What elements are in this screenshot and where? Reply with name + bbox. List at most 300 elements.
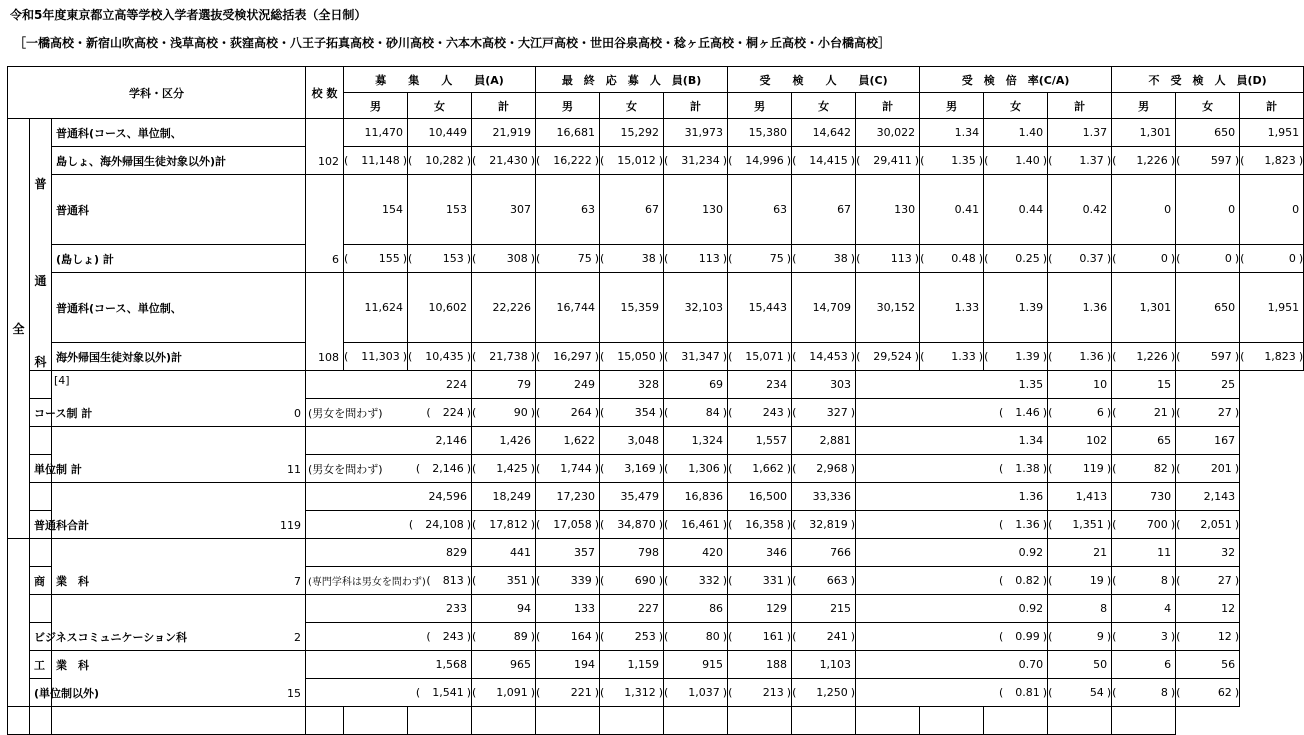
paren-wrap	[792, 686, 855, 699]
value-cell-prev	[1048, 245, 1112, 273]
value-cell: 15,359	[600, 273, 664, 343]
value-cell: 249	[536, 371, 600, 399]
value-cell-prev	[792, 245, 856, 273]
paren-wrap	[600, 686, 663, 699]
paren-wrap	[1048, 686, 1111, 699]
value-cell: 650	[1176, 273, 1240, 343]
value-cell: 10,602	[408, 273, 472, 343]
value-cell-prev	[536, 567, 600, 595]
recruit-prev-wrap	[306, 518, 471, 531]
close-paren: )	[594, 630, 600, 643]
empty-cell	[984, 707, 1048, 735]
subheader-male: 男	[536, 93, 600, 119]
paren-wrap	[600, 154, 663, 167]
value-cell-prev	[728, 511, 792, 539]
value-cell: 1,557	[728, 427, 792, 455]
open-paren: (	[1176, 252, 1181, 265]
close-paren: )	[594, 574, 600, 587]
value-cell: 441	[472, 539, 536, 567]
paren-wrap	[344, 350, 407, 363]
absent-cell: 1,413	[1048, 483, 1112, 511]
absent-cell-prev	[1176, 679, 1240, 707]
value: 0.82	[1015, 574, 1040, 587]
open-paren: (	[536, 518, 541, 531]
ratio-prev-wrap	[856, 406, 1047, 419]
open-paren: (	[1240, 154, 1245, 167]
close-paren: )	[786, 630, 792, 643]
row-count: 102	[306, 119, 344, 175]
absent-cell: 6	[1112, 651, 1176, 679]
ratio-total: 1.36	[856, 483, 1048, 511]
paren-wrap	[600, 252, 663, 265]
value-cell-prev	[472, 147, 536, 175]
paren-wrap	[664, 350, 727, 363]
empty-cell	[30, 707, 52, 735]
close-paren: )	[1042, 630, 1048, 643]
close-paren: )	[530, 154, 536, 167]
close-paren: )	[402, 252, 407, 265]
value-cell: 35,479	[600, 483, 664, 511]
absent-cell: 12	[1176, 595, 1240, 623]
row-label-2: 海外帰国生徒対象以外)計	[52, 343, 306, 371]
value-cell: 30,022	[856, 119, 920, 147]
value: 0.99	[1015, 630, 1040, 643]
close-paren: )	[722, 518, 728, 531]
ratio-total-prev	[856, 399, 1048, 427]
value-cell: 798	[600, 539, 664, 567]
open-paren: (	[600, 686, 605, 699]
value: 213	[762, 686, 784, 699]
close-paren: )	[466, 406, 471, 419]
open-paren: (	[415, 462, 421, 475]
open-paren: (	[664, 630, 669, 643]
close-paren: )	[786, 518, 792, 531]
value-cell: 15,443	[728, 273, 792, 343]
value-cell-prev	[408, 245, 472, 273]
recruit-total-prev	[306, 455, 472, 483]
close-paren: )	[1234, 462, 1240, 475]
value-cell-prev	[792, 679, 856, 707]
open-paren: (	[536, 686, 541, 699]
close-paren: )	[1298, 154, 1304, 167]
open-paren: (	[792, 252, 797, 265]
value: 1,250	[816, 686, 848, 699]
close-paren: )	[658, 406, 664, 419]
absent-cell-prev	[1176, 623, 1240, 651]
close-paren: )	[530, 518, 536, 531]
open-paren: (	[1176, 462, 1181, 475]
value: 2,968	[816, 462, 848, 475]
value-cell: 18,249	[472, 483, 536, 511]
paren-wrap	[1176, 252, 1239, 265]
value-cell-prev	[536, 679, 600, 707]
value-cell-prev	[472, 455, 536, 483]
close-paren: )	[1106, 630, 1112, 643]
recruit-total-prev	[306, 623, 472, 651]
open-paren: (	[408, 518, 414, 531]
value-cell: 1,159	[600, 651, 664, 679]
open-paren: (	[600, 574, 605, 587]
close-paren: )	[1170, 518, 1176, 531]
page-title: 令和5年度東京都立高等学校入学者選抜受検状況総括表（全日制）	[10, 8, 367, 22]
absent-cell: 65	[1112, 427, 1176, 455]
value-cell: 22,226	[472, 273, 536, 343]
empty-cell	[792, 707, 856, 735]
close-paren: )	[530, 574, 536, 587]
value: 1.38	[1015, 462, 1040, 475]
paren-wrap	[728, 350, 791, 363]
value-cell-prev	[536, 623, 600, 651]
value: 1,037	[688, 686, 720, 699]
close-paren: )	[1234, 686, 1240, 699]
value-cell: 3,048	[600, 427, 664, 455]
open-paren: (	[600, 252, 605, 265]
close-paren: )	[1042, 686, 1048, 699]
value: 1.35	[951, 154, 976, 167]
open-paren: (	[472, 574, 477, 587]
open-paren: (	[600, 630, 605, 643]
value-cell: 328	[600, 371, 664, 399]
paren-wrap	[792, 630, 855, 643]
paren-wrap	[1176, 686, 1239, 699]
gender-note: (男女を問わず)	[308, 462, 383, 476]
row-count: 6	[306, 175, 344, 273]
open-paren: (	[998, 518, 1004, 531]
paren-wrap	[472, 518, 535, 531]
value-cell-prev	[472, 511, 536, 539]
open-paren: (	[472, 154, 477, 167]
close-paren: )	[1042, 574, 1048, 587]
open-paren: (	[1240, 252, 1245, 265]
value-cell: 303	[792, 371, 856, 399]
paren-wrap	[856, 350, 919, 363]
value: 10,282	[425, 154, 464, 167]
open-paren: (	[472, 518, 477, 531]
close-paren: )	[786, 574, 792, 587]
open-paren: (	[600, 462, 605, 475]
open-paren: (	[728, 518, 733, 531]
row-count	[52, 651, 306, 707]
close-paren: )	[466, 630, 471, 643]
absent-cell-prev	[1112, 679, 1176, 707]
paren-wrap	[1048, 406, 1111, 419]
value-cell-prev	[664, 147, 728, 175]
recruit-prev-value-wrap	[426, 630, 471, 643]
open-paren: (	[600, 350, 605, 363]
absent-cell: 730	[1112, 483, 1176, 511]
count-value: 15	[287, 687, 301, 700]
paren-wrap	[1048, 462, 1111, 475]
close-paren: )	[1234, 154, 1240, 167]
close-paren: )	[530, 252, 536, 265]
value-cell: 194	[536, 651, 600, 679]
ratio-total-prev	[856, 511, 1048, 539]
close-paren: )	[1042, 406, 1048, 419]
empty-cell	[408, 707, 472, 735]
close-paren: )	[530, 630, 536, 643]
close-paren: )	[466, 462, 471, 475]
value-cell-prev	[536, 511, 600, 539]
value: 332	[698, 574, 720, 587]
close-paren: )	[594, 518, 600, 531]
recruit-prev-wrap	[306, 573, 471, 588]
value-cell-prev	[600, 455, 664, 483]
open-paren: (	[344, 350, 349, 363]
subheader-female: 女	[984, 93, 1048, 119]
paren-wrap	[984, 154, 1047, 167]
value-cell-prev	[536, 455, 600, 483]
close-paren: )	[786, 350, 792, 363]
paren-wrap	[792, 154, 855, 167]
open-paren: (	[1176, 686, 1181, 699]
paren-wrap	[1240, 154, 1303, 167]
paren-wrap	[1112, 252, 1175, 265]
value: 80	[705, 630, 720, 643]
value-cell: 346	[728, 539, 792, 567]
paren-wrap	[536, 406, 599, 419]
value: 17,812	[489, 518, 528, 531]
value: 113	[698, 252, 720, 265]
paren-wrap	[664, 154, 727, 167]
open-paren: (	[1176, 630, 1181, 643]
ratio-prev-wrap	[856, 574, 1047, 587]
value: 11,148	[361, 154, 400, 167]
empty-cell	[52, 707, 306, 735]
empty-cell	[8, 707, 30, 735]
value-cell: 307	[472, 175, 536, 245]
value-cell: 234	[728, 371, 792, 399]
close-paren: )	[1234, 518, 1240, 531]
close-paren: )	[530, 686, 536, 699]
value: 17,058	[553, 518, 592, 531]
value: 1.36	[1079, 350, 1104, 363]
open-paren: (	[1048, 350, 1053, 363]
paren-wrap	[1176, 462, 1239, 475]
value-cell-prev	[728, 455, 792, 483]
value: 1.33	[951, 350, 976, 363]
subheader-total: 計	[856, 93, 920, 119]
open-paren: (	[1048, 630, 1053, 643]
value-cell-prev	[600, 567, 664, 595]
value: 1,823	[1264, 350, 1296, 363]
paren-wrap	[472, 630, 535, 643]
value-cell-prev	[664, 679, 728, 707]
value-cell-prev	[984, 343, 1048, 371]
value-cell-prev	[1240, 147, 1304, 175]
ratio-prev-wrap	[856, 686, 1047, 699]
close-paren: )	[850, 630, 856, 643]
open-paren: (	[1176, 154, 1181, 167]
value-cell-prev	[344, 343, 408, 371]
row-label-1: 普通科	[52, 175, 306, 245]
open-paren: (	[1048, 574, 1053, 587]
paren-wrap	[408, 252, 471, 265]
paren-wrap	[1112, 406, 1175, 419]
value-cell-prev	[600, 511, 664, 539]
open-paren: (	[856, 154, 861, 167]
open-paren: (	[728, 574, 733, 587]
paren-wrap	[728, 252, 791, 265]
close-paren: )	[850, 154, 856, 167]
value-cell: 16,681	[536, 119, 600, 147]
open-paren: (	[472, 406, 477, 419]
value-cell: 130	[664, 175, 728, 245]
paren-wrap	[1176, 574, 1239, 587]
paren-wrap	[1112, 686, 1175, 699]
value: 27	[1217, 406, 1232, 419]
paren-wrap	[664, 252, 727, 265]
value-cell: 15,380	[728, 119, 792, 147]
paren-wrap	[1048, 574, 1111, 587]
open-paren: (	[998, 574, 1004, 587]
paren-wrap	[664, 406, 727, 419]
open-paren: (	[536, 406, 541, 419]
count-value: 11	[287, 463, 301, 476]
summary-table	[7, 66, 1304, 735]
value-cell: 1,301	[1112, 273, 1176, 343]
value: 241	[826, 630, 848, 643]
header-category: 学科・区分	[8, 67, 306, 119]
close-paren: )	[466, 686, 471, 699]
absent-cell-prev	[1176, 511, 1240, 539]
open-paren: (	[472, 252, 477, 265]
value: 75	[769, 252, 784, 265]
value-cell: 650	[1176, 119, 1240, 147]
paren-wrap	[472, 252, 535, 265]
value-cell: 31,973	[664, 119, 728, 147]
value-cell-prev	[728, 343, 792, 371]
value: 21,738	[489, 350, 528, 363]
subheader-total: 計	[1240, 93, 1304, 119]
value-cell: 153	[408, 175, 472, 245]
open-paren: (	[536, 630, 541, 643]
value: 29,524	[873, 350, 912, 363]
value: 597	[1210, 350, 1232, 363]
school-list: ［一橋高校・新宿山吹高校・浅草高校・荻窪高校・八王子拓真高校・砂川高校・六本木高校・大江戸高校・世田谷泉高校・稔ヶ丘高校・桐ヶ丘高校・小台橋高校］	[14, 36, 891, 50]
paren-wrap	[1048, 350, 1111, 363]
open-paren: (	[664, 462, 669, 475]
value: 0	[1224, 252, 1232, 265]
value: 19	[1089, 574, 1104, 587]
close-paren: )	[530, 350, 536, 363]
open-paren: (	[984, 252, 989, 265]
value-cell: 1,951	[1240, 273, 1304, 343]
close-paren: )	[722, 574, 728, 587]
paren-wrap	[792, 406, 855, 419]
close-paren: )	[466, 574, 471, 587]
close-paren: )	[1170, 154, 1176, 167]
value-cell: 1,951	[1240, 119, 1304, 147]
value: 354	[634, 406, 656, 419]
close-paren: )	[722, 406, 728, 419]
close-paren: )	[1234, 252, 1240, 265]
open-paren: (	[792, 518, 797, 531]
paren-wrap	[1176, 350, 1239, 363]
close-paren: )	[594, 350, 600, 363]
paren-wrap	[1112, 574, 1175, 587]
paren-wrap	[1112, 350, 1175, 363]
value: 8	[1160, 686, 1168, 699]
value-cell-prev	[472, 245, 536, 273]
absent-cell: 10	[1048, 371, 1112, 399]
value: 1,744	[560, 462, 592, 475]
close-paren: )	[914, 350, 920, 363]
open-paren: (	[472, 350, 477, 363]
value-cell: 11,624	[344, 273, 408, 343]
value-cell-prev	[728, 245, 792, 273]
header-ratio: 受 検 倍 率(C/A)	[920, 67, 1112, 93]
side-label-vocational	[8, 539, 30, 707]
row-label-spacer	[30, 371, 52, 399]
open-paren: (	[1240, 350, 1245, 363]
open-paren: (	[998, 462, 1004, 475]
open-paren: (	[1048, 686, 1053, 699]
open-paren: (	[664, 252, 669, 265]
value-cell-prev	[1176, 245, 1240, 273]
value-cell-prev	[856, 245, 920, 273]
ratio-total: 1.34	[856, 427, 1048, 455]
value-cell: 0.42	[1048, 175, 1112, 245]
count-value: 7	[294, 575, 301, 588]
value: 1.46	[1015, 406, 1040, 419]
value: 1,226	[1136, 350, 1168, 363]
subheader-male: 男	[1112, 93, 1176, 119]
close-paren: )	[594, 462, 600, 475]
recruit-total: 233	[306, 595, 472, 623]
value: 29,411	[873, 154, 912, 167]
open-paren: (	[920, 350, 925, 363]
row-label-2: ビジネスコミュニケーション科	[30, 623, 52, 651]
value-cell: 965	[472, 651, 536, 679]
subheader-male: 男	[728, 93, 792, 119]
open-paren: (	[536, 574, 541, 587]
row-count	[52, 371, 306, 427]
open-paren: (	[728, 350, 733, 363]
gender-note: (男女を問わず)	[308, 406, 383, 420]
open-paren: (	[472, 686, 477, 699]
open-paren: (	[408, 350, 413, 363]
paren-wrap	[1176, 630, 1239, 643]
value: 14,453	[809, 350, 848, 363]
value-cell: 14,642	[792, 119, 856, 147]
ratio-total-prev	[856, 567, 1048, 595]
paren-wrap	[728, 630, 791, 643]
recruit-total: 829	[306, 539, 472, 567]
value: 0.48	[951, 252, 976, 265]
value-cell: 63	[536, 175, 600, 245]
ratio-prev-wrap	[856, 630, 1047, 643]
paren-wrap	[536, 518, 599, 531]
open-paren: (	[536, 252, 541, 265]
open-paren: (	[344, 252, 349, 265]
open-paren: (	[1048, 154, 1053, 167]
value-cell-prev	[728, 567, 792, 595]
row-label-2: 単位制 計	[30, 455, 52, 483]
paren-wrap	[1176, 406, 1239, 419]
recruit-prev-value-wrap	[409, 518, 471, 531]
paren-wrap	[536, 154, 599, 167]
row-count	[52, 427, 306, 483]
value-cell-prev	[728, 679, 792, 707]
close-paren: )	[1106, 518, 1112, 531]
value: 1,312	[624, 686, 656, 699]
paren-wrap	[792, 518, 855, 531]
open-paren: (	[728, 154, 733, 167]
close-paren: )	[658, 350, 664, 363]
open-paren: (	[426, 574, 431, 587]
empty-cell	[472, 707, 536, 735]
absent-cell: 4	[1112, 595, 1176, 623]
